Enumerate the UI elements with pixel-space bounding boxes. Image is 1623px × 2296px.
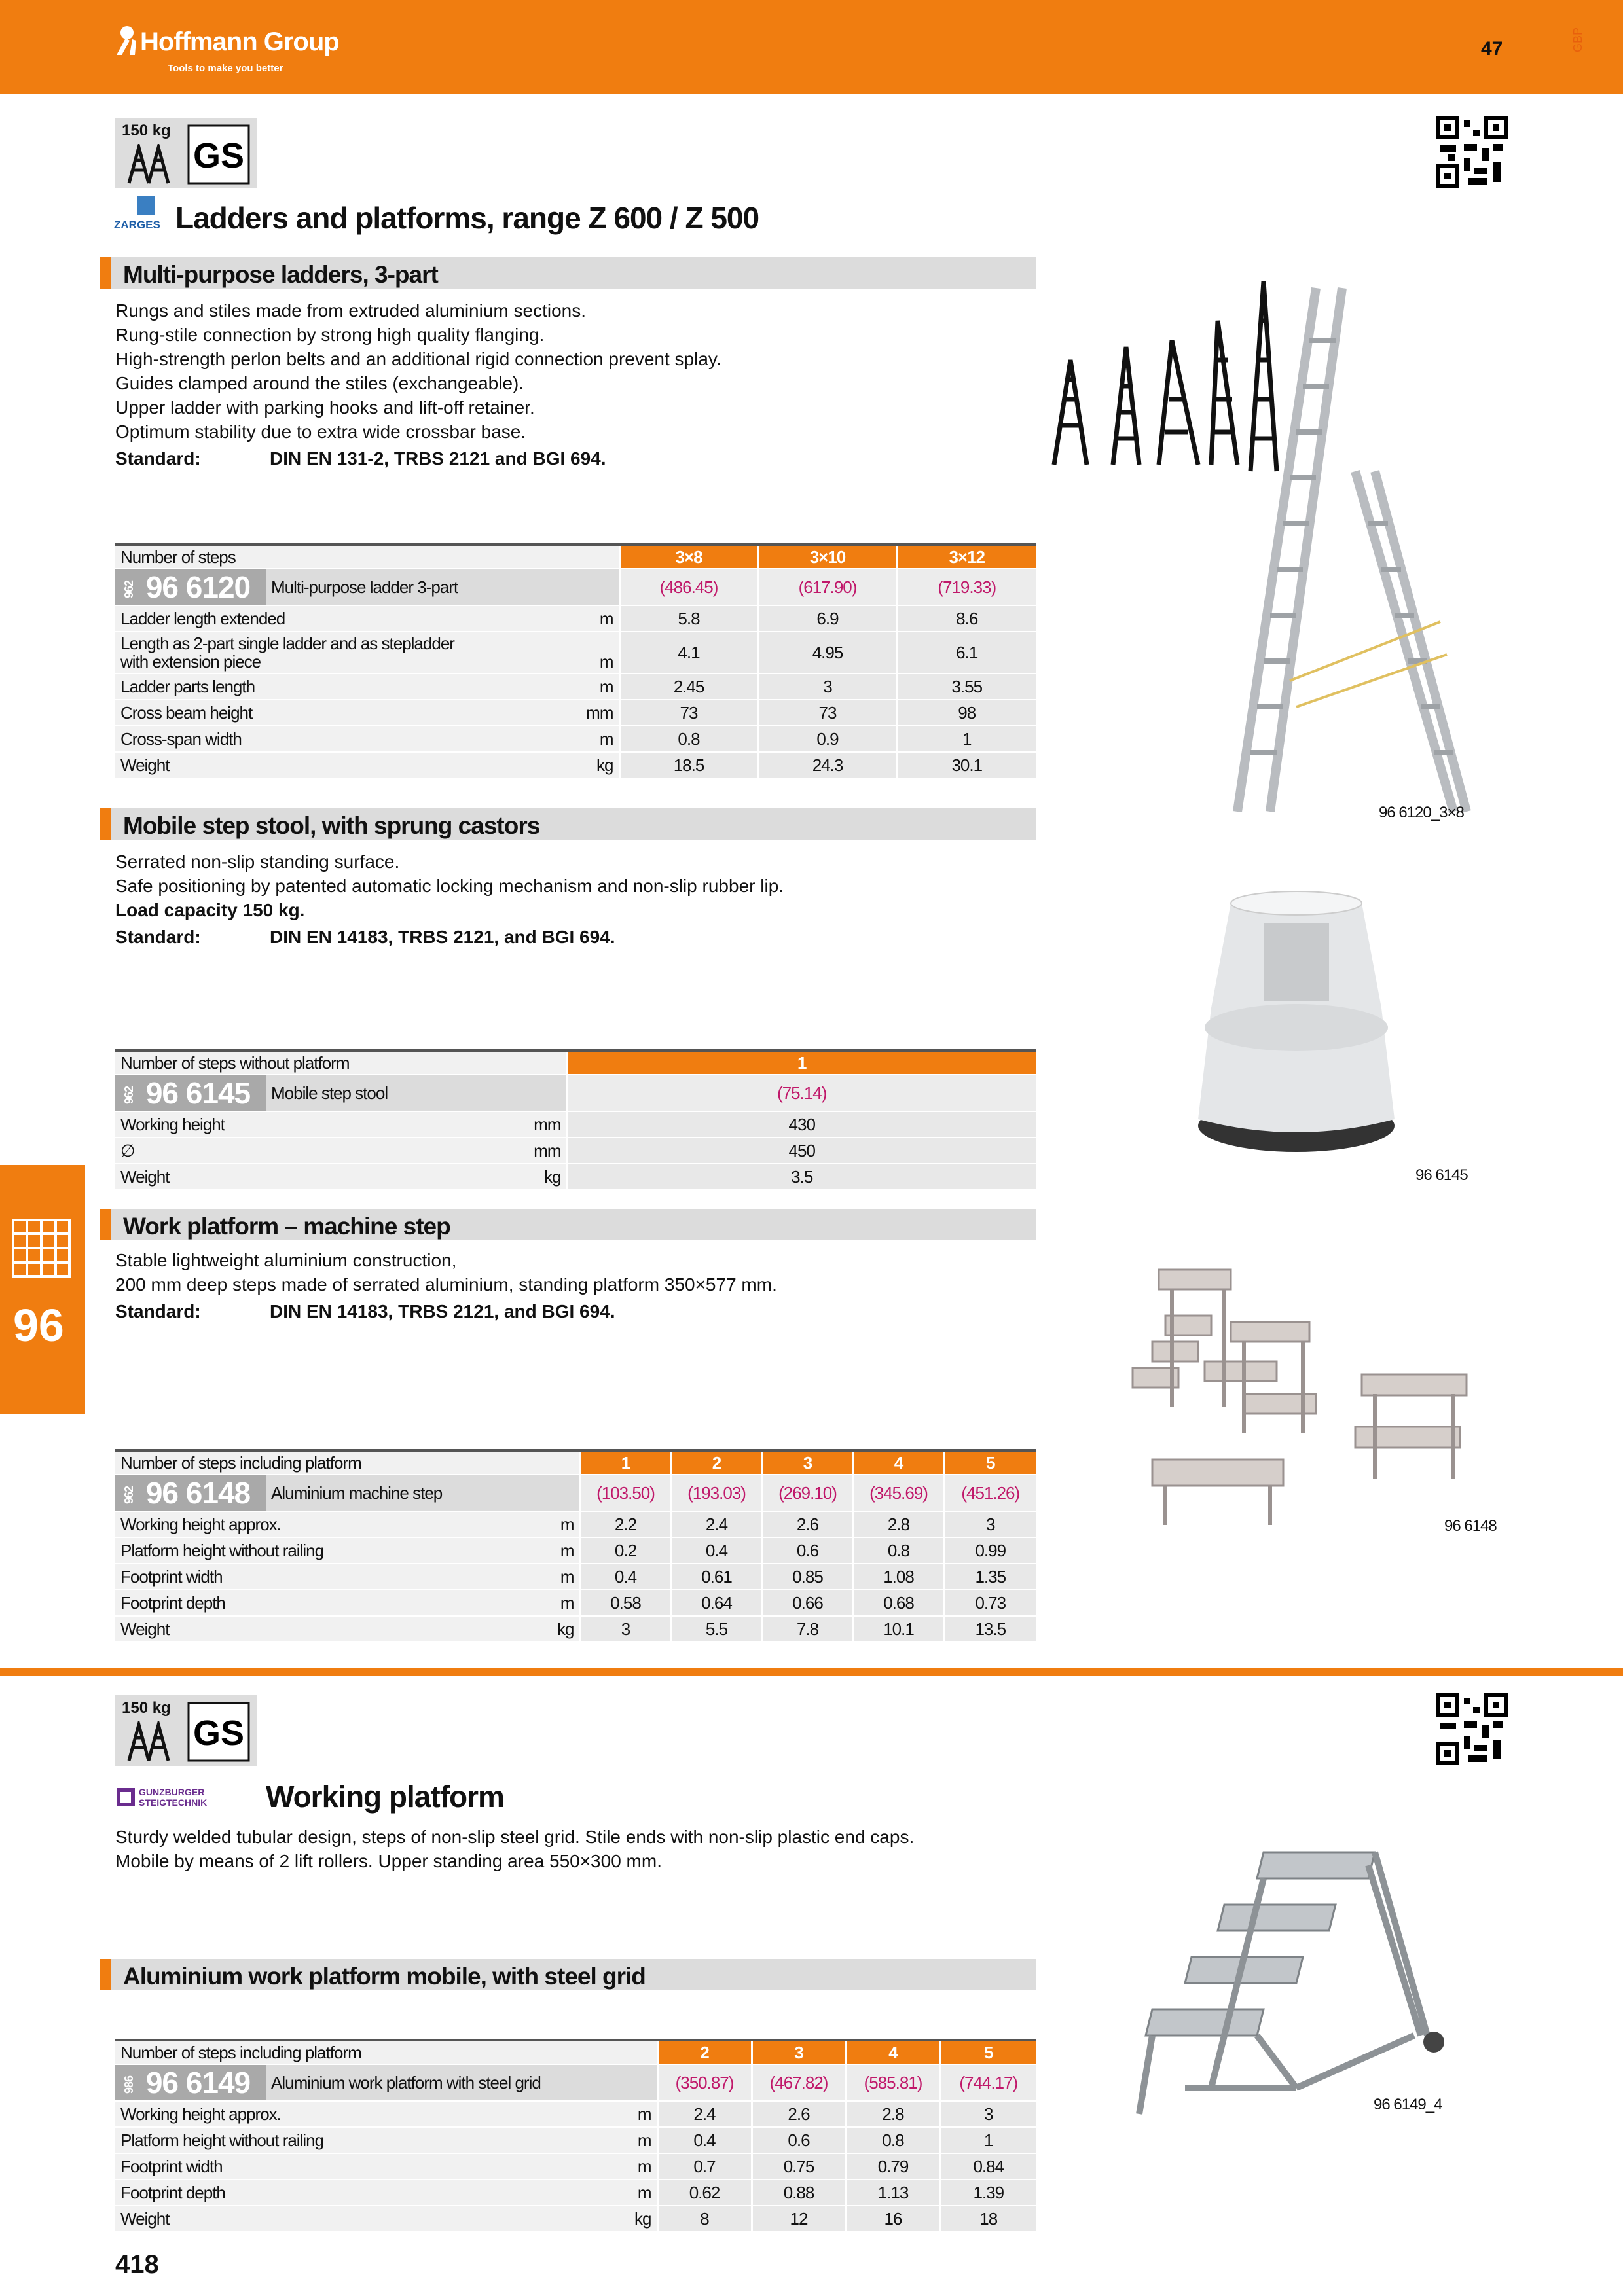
article-number[interactable]: 986 96 6149 [115, 2064, 266, 2101]
section-description: Rungs and stiles made from extruded aluminium sections. Rung-stile connection by strong high quality flanging. High-strength perlon belts and an additional rigid connection prevent splay. Guides clamped around the stiles (exchangeable). Upper ladder with parking hooks and lift-off retainer. Optimum stability due to extra wide crossbar base. Standard: DIN EN 131-2, TRBS 2121 and BGI 694. [115, 300, 721, 469]
logo-text: Hoffmann Group [140, 27, 339, 56]
chapter-tab[interactable] [0, 1165, 85, 1414]
section-heading: Work platform – machine step [100, 1209, 1036, 1240]
capacity-label: 150 kg [122, 1699, 171, 1717]
section-divider [0, 1668, 1623, 1676]
gunzburger-text: GUNZBURGER STEIGTECHNIK [139, 1787, 208, 1808]
gs-text: GS [192, 1713, 245, 1753]
gs-mark-icon [187, 124, 250, 185]
image-caption: 96 6145 [1415, 1166, 1468, 1184]
qr-code-icon[interactable] [1435, 1693, 1508, 1766]
section-heading: Aluminium work platform mobile, with steel grid [100, 1959, 1036, 1990]
grid-icon [12, 1219, 71, 1278]
hoffmann-logo-icon [113, 24, 141, 56]
ladder-load-icon [126, 1721, 172, 1762]
gs-text: GS [192, 136, 245, 175]
ladder-load-icon [126, 144, 172, 185]
page-number-top: 47 [1481, 38, 1503, 60]
section-heading: Multi-purpose ladders, 3-part [100, 257, 1036, 289]
step-stool-image [1192, 877, 1401, 1158]
zarges-logo [114, 196, 162, 233]
badge-group [115, 118, 257, 188]
page-title: Working platform [266, 1780, 504, 1814]
spec-table: Number of steps including platform 2 3 4 5 986 96 6149 Aluminium work platform with steel grid (350.87) (467.82) (585.81) (744.17) Working height approx. m 2.4 2.6 2.8 3 Platform height without railing m 0.4 0.6 0.8 1 Footprint width m 0.7 0.75 0.79 0.84 Footprint depth m 0.62 0.88 1.13 1.39 Weight kg 8 12 16 18 [115, 2039, 1036, 2233]
badge-group [115, 1695, 257, 1766]
article-number[interactable]: 962 96 6120 [115, 569, 266, 605]
page-number-bottom: 418 [115, 2250, 159, 2279]
spec-table: Number of steps including platform 1 2 3 4 5 962 96 6148 Aluminium machine step (103.50) (193.03) (269.10) (345.69) (451.26) Working height approx. m 2.2 2.4 2.6 2.8 3 Platform height without railing m 0.2 0.4 0.6 0.8 0.99 Footprint width m 0.4 0.61 0.85 1.08 1.35 Footprint depth m 0.58 0.64 0.66 0.68 0.73 Weight kg 3 5.5 7.8 10.1 13.5 [115, 1449, 1036, 1643]
section-description: Sturdy welded tubular design, steps of non-slip steel grid. Stile ends with non-slip plastic end caps. Mobile by means of 2 lift rollers. Upper standing area 550×300 mm. [115, 1827, 915, 1871]
image-caption: 96 6148 [1444, 1517, 1497, 1535]
multi-purpose-ladder-image [1231, 275, 1473, 825]
region-label: GBP [1571, 27, 1584, 52]
machine-step-image [1061, 1263, 1506, 1558]
image-caption: 96 6120_3×8 [1379, 804, 1464, 821]
image-caption: 96 6149_4 [1374, 2096, 1442, 2113]
work-platform-image [1126, 1839, 1467, 2134]
section-heading: Mobile step stool, with sprung castors [100, 808, 1036, 840]
spec-table: Number of steps 3×8 3×10 3×12 962 96 6120 Multi-purpose ladder 3-part (486.45) (617.90) (719.33) Ladder length extended m 5.8 6.9 8.6 Length as 2-part single ladder and as stepladder with extension piece m 4.1 4.95 6.1 Ladder parts length m 2.45 3 3.55 Cross beam height mm 73 73 98 Cross-span width m 0.8 0.9 1 Weight kg 18.5 24.3 30.1 [115, 543, 1036, 779]
qr-code-icon[interactable] [1435, 115, 1508, 188]
gs-mark-icon [187, 1702, 250, 1762]
chapter-number: 96 [13, 1300, 64, 1351]
section-description: Stable lightweight aluminium construction, 200 mm deep steps made of serrated aluminium, standing platform 350×577 mm. Standard: DIN EN 14183, TRBS 2121, and BGI 694. [115, 1250, 777, 1321]
article-number[interactable]: 962 96 6148 [115, 1475, 266, 1511]
logo-tagline: Tools to make you better [168, 63, 283, 74]
article-number[interactable]: 962 96 6145 [115, 1075, 266, 1111]
capacity-label: 150 kg [122, 122, 171, 139]
page-title: Ladders and platforms, range Z 600 / Z 500 [175, 201, 759, 235]
section-description: Serrated non-slip standing surface. Safe positioning by patented automatic locking mechanism and non-slip rubber lip. Load capacity 150 kg. Standard: DIN EN 14183, TRBS 2121, and BGI 694. [115, 852, 784, 947]
gunzburger-logo [117, 1785, 250, 1809]
zarges-text: ZARGES [114, 219, 160, 231]
spec-table: Number of steps without platform 1 962 96 6145 Mobile step stool (75.14) Working height mm 430 ∅ mm 450 Weight kg 3.5 [115, 1049, 1036, 1191]
